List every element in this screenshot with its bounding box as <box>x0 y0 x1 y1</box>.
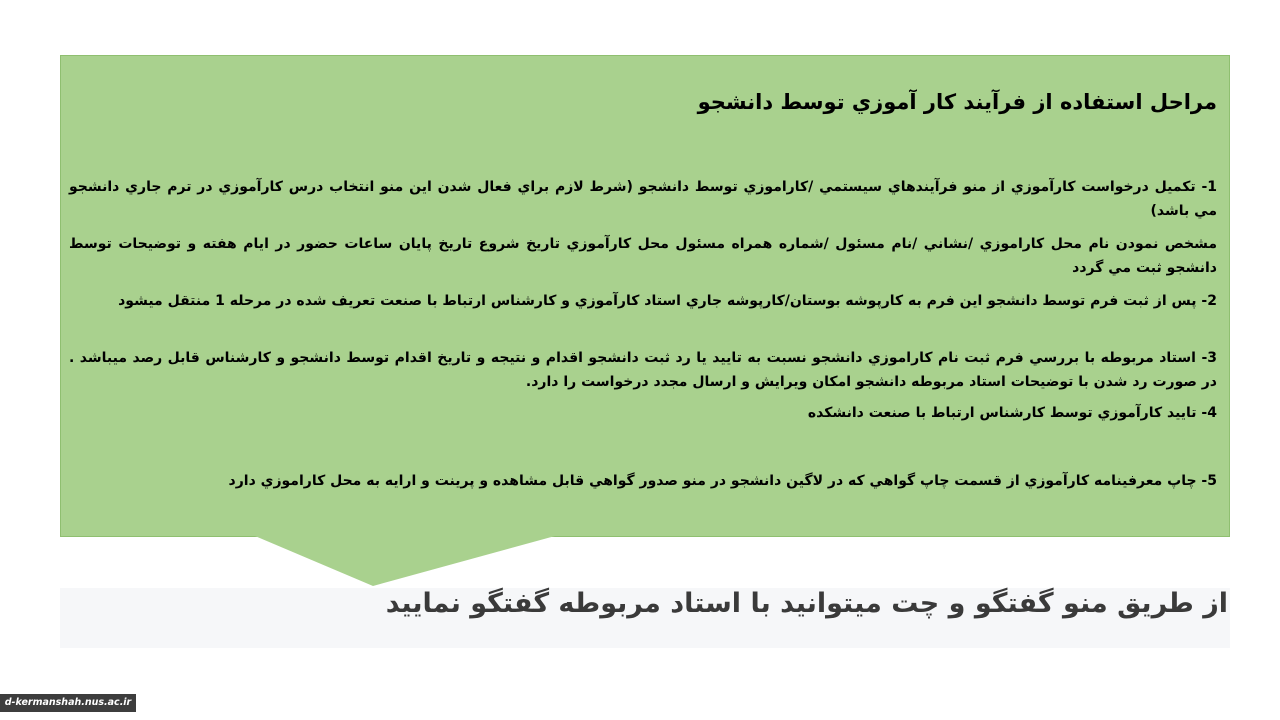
step-5: 5- چاپ معرفينامه كارآموزي از قسمت چاپ گواهي كه در لاگين دانشجو در منو صدور گواهي قابل مشاهده و پرينت و ارايه به محل كاراموزي دارد <box>228 473 1217 489</box>
steps-panel <box>60 55 1230 537</box>
step-1: 1- تكميل درخواست كارآموزي از منو فرآيندهاي سيستمي /كاراموزي توسط دانشجو (شرط لازم براي فعال شدن اين منو انتخاب درس كارآموزي در ترم جاري دانشجو مي باشد) <box>69 179 1217 219</box>
slide-title: مراحل استفاده از فرآيند كار آموزي توسط دانشجو <box>697 90 1217 114</box>
callout-box <box>60 588 1230 648</box>
step-4: 4- تاييد كارآموزي توسط كارشناس ارتباط با صنعت دانشكده <box>807 405 1217 421</box>
step-2: 2- پس از ثبت فرم توسط دانشجو اين فرم به كارپوشه بوستان/كارپوشه جاري استاد كارآموزي و كارشناس ارتباط با صنعت تعريف شده در مرحله 1 منتقل ميشود <box>118 293 1217 309</box>
step-1-details: مشخص نمودن نام محل كاراموزي /نشاني /نام مسئول /شماره همراه مسئول محل كارآموزي تاريخ شروع تاريخ پايان ساعات حضور در ايام هفته و توضيحات توسط دانشجو ثبت مي گردد <box>69 236 1217 276</box>
callout-text: از طریق منو گفتگو و چت میتوانید با استاد مربوطه گفتگو نمایید <box>385 588 1228 619</box>
step-3: 3- استاد مربوطه با بررسي فرم ثبت نام كاراموزي دانشجو نسبت به تاييد يا رد ثبت دانشجو اقدام و نتيجه و تاريخ اقدام توسط دانشجو و كارشناس قابل رصد ميباشد . در صورت رد شدن با توضيحات استاد مربوطه دانشجو امكان ويرايش و ارسال مجدد درخواست را دارد. <box>69 350 1217 390</box>
website-badge[interactable]: d-kermanshah.nus.ac.ir <box>0 694 136 712</box>
callout-pointer <box>255 536 555 586</box>
